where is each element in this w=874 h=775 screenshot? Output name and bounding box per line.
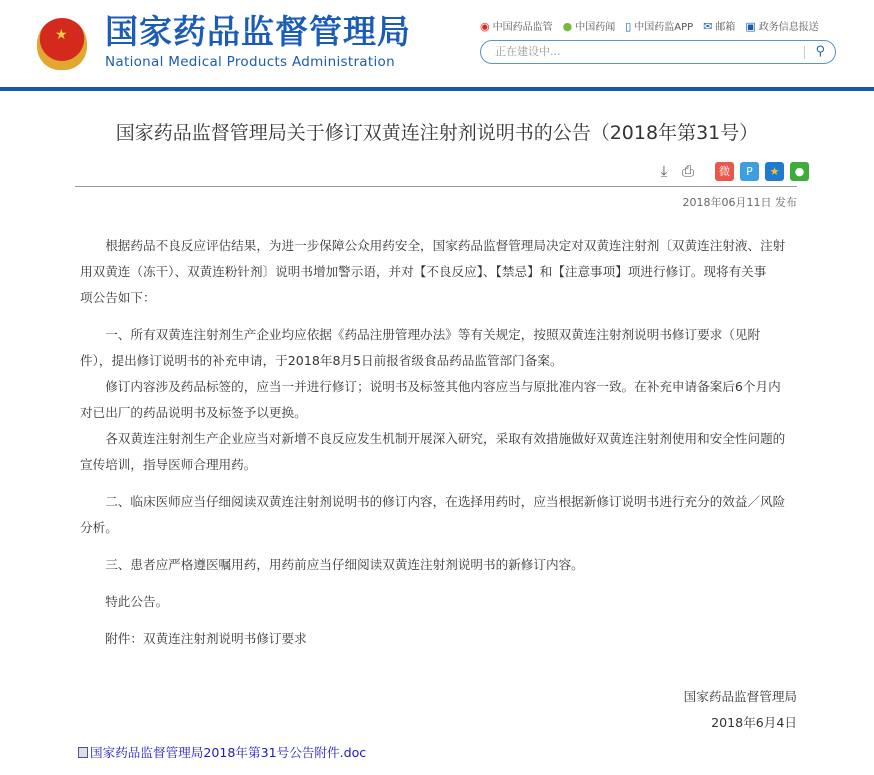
paragraph-line: 各双黄连注射剂生产企业应当对新增不良反应发生机制开展深入研究，采取有效措施做好双黄连注射剂使用和安全性问题的: [105, 431, 786, 446]
paragraph: [80, 426, 800, 478]
paragraph-line: 修订内容涉及药品标签的，应当一并进行修订；说明书及标签其他内容应当与原批准内容一致。在补充申请备案后6个月内: [105, 379, 781, 394]
paragraph-line: 对已出厂的药品说明书及标签予以更换。: [80, 405, 307, 420]
paragraph-line: 二、临床医师应当仔细阅读双黄连注射剂说明书的修订内容，在选择用药时，应当根据新修订说明书进行充分的效益／风险: [105, 494, 786, 509]
search-input[interactable]: [480, 40, 836, 64]
paragraph: [80, 626, 800, 652]
paragraph-line: 宣传培训，指导医师合理用药。: [80, 457, 257, 472]
paragraph-line: 用双黄连（冻干）、双黄连粉针剂〕说明书增加警示语，并对【不良反应】、【禁忌】和【注意事项】项进行修订。现将有关事: [80, 264, 767, 279]
title-divider: [75, 186, 797, 187]
link-app[interactable]: ▯ 中国药监APP: [625, 20, 694, 33]
paragraph: [80, 322, 800, 374]
page-title: 国家药品监督管理局关于修订双黄连注射剂说明书的公告（2018年第31号）: [115, 122, 759, 144]
attachment-link[interactable]: 国家药品监督管理局2018年第31号公告附件.doc: [78, 744, 366, 762]
header-divider: [0, 87, 874, 91]
top-links: [480, 20, 819, 35]
paragraph-line: 特此公告。: [105, 594, 169, 609]
monitor-icon: ▣: [745, 20, 756, 33]
link-wechat[interactable]: ● 中国药闻: [562, 20, 616, 33]
paragraph-line: 三、患者应严格遵医嘱用药，用药前应当仔细阅读双黄连注射剂说明书的新修订内容。: [105, 557, 584, 572]
paragraph: [80, 374, 800, 426]
paragraph: [80, 552, 800, 578]
article-body: [80, 233, 800, 663]
article-toolbar: [655, 162, 809, 181]
paragraph-line: 一、所有双黄连注射剂生产企业均应依据《药品注册管理办法》等有关规定，按照双黄连注射剂说明书修订要求（见附: [105, 327, 761, 342]
publish-date: 2018年06月11日 发布: [682, 196, 797, 209]
paragraph: [80, 489, 800, 541]
paragraph-line: 附件：双黄连注射剂说明书修订要求: [105, 631, 307, 646]
paragraph-line: 分析。: [80, 520, 118, 535]
paragraph-line: 件），提出修订说明书的补充申请，于2018年8月5日前报省级食品药品监管部门备案。: [80, 353, 563, 368]
paragraph-line: 根据药品不良反应评估结果，为进一步保障公众用药安全，国家药品监督管理局决定对双黄连注射剂〔双黄连注射液、注射: [105, 238, 786, 253]
paragraph-line: 项公告如下：: [80, 290, 156, 305]
divider: [804, 46, 805, 59]
doc-file-icon: [78, 747, 88, 758]
print-icon[interactable]: ⎙: [681, 162, 694, 180]
mail-icon: ✉: [703, 20, 713, 33]
signature-block: [684, 684, 797, 736]
share-qq-icon[interactable]: ★: [765, 162, 784, 181]
wechat-icon: ●: [562, 20, 573, 33]
signature: 国家药品监督管理局: [683, 689, 797, 704]
logo-subtitle[interactable]: National Medical Products Administration: [105, 54, 395, 70]
national-emblem: ★: [37, 18, 87, 70]
share-weibo-icon[interactable]: 微: [715, 162, 734, 181]
download-icon[interactable]: ⤓: [660, 162, 668, 180]
sign-date: 2018年6月4日: [711, 715, 797, 730]
link-weibo[interactable]: ◉ 中国药品监管: [480, 20, 553, 33]
share-qzone-icon[interactable]: P: [740, 162, 759, 181]
search-icon[interactable]: ⚲: [815, 44, 825, 59]
weibo-icon: ◉: [480, 20, 490, 33]
logo-title[interactable]: 国家药品监督管理局: [105, 12, 411, 51]
search-placeholder: 正在建设中...: [495, 45, 561, 58]
paragraph: [80, 233, 800, 311]
share-wechat-icon[interactable]: ●: [790, 162, 809, 181]
link-mail[interactable]: ✉ 邮箱: [703, 20, 736, 33]
link-report[interactable]: ▣ 政务信息报送: [745, 20, 819, 33]
paragraph: [80, 589, 800, 615]
mobile-icon: ▯: [625, 20, 632, 33]
